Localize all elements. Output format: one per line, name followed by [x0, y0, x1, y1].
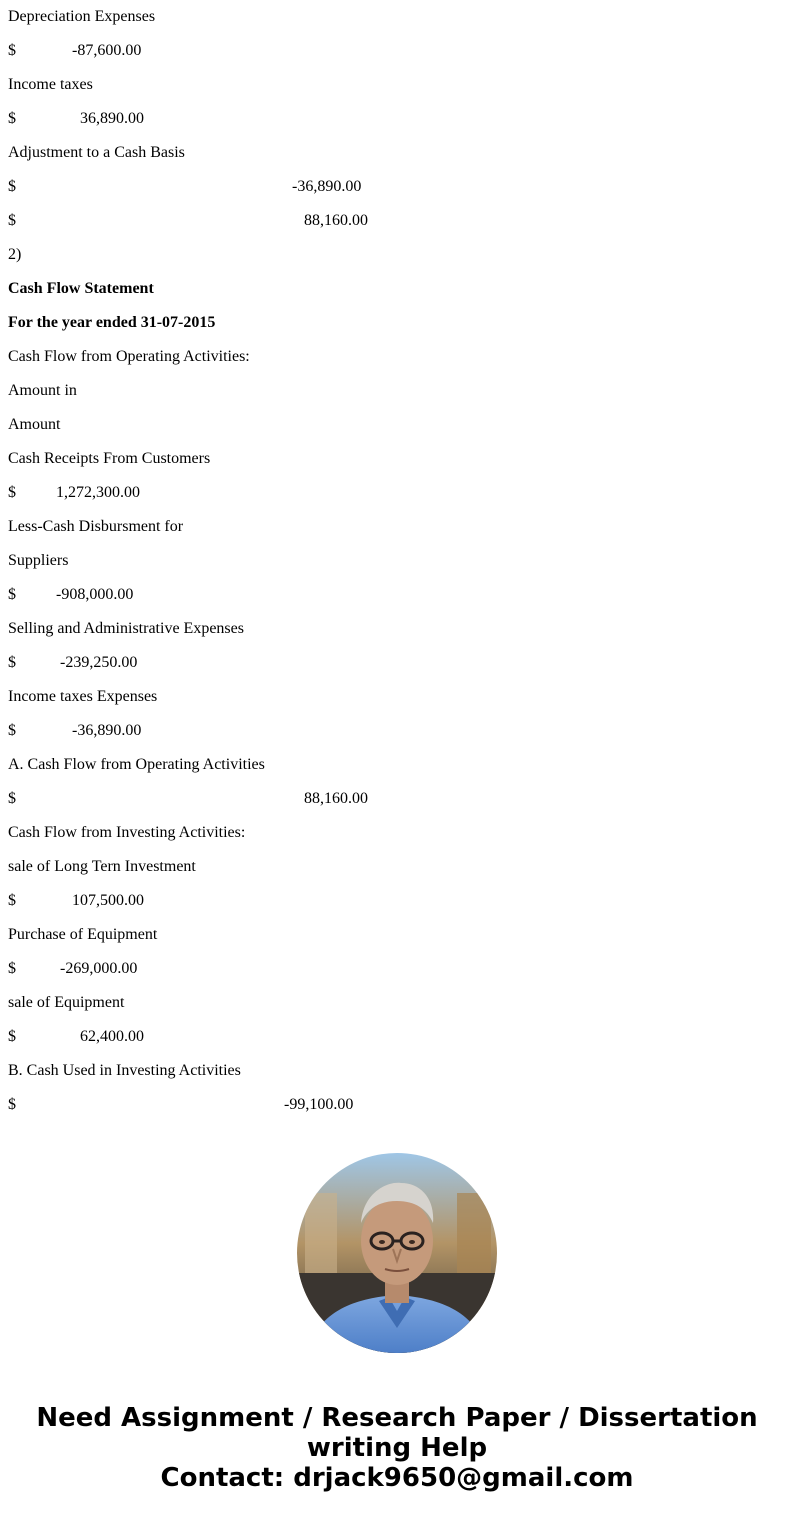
operating-activities-heading: [8, 340, 778, 374]
label-text: Cash Receipts From Customers: [8, 450, 211, 467]
document-body: [8, 0, 778, 1122]
label-text: Depreciation Expenses: [8, 8, 156, 25]
currency-symbol: $: [8, 1096, 16, 1113]
currency-symbol: $: [8, 178, 16, 195]
currency-symbol: $: [8, 212, 16, 229]
author-avatar: [297, 1153, 497, 1353]
label-text: B. Cash Used in Investing Activities: [8, 1062, 241, 1079]
line-sale-investment-amount: [8, 884, 778, 918]
heading-text: Cash Flow from Operating Activities:: [8, 348, 250, 365]
currency-symbol: $: [8, 484, 16, 501]
amount-value: -87,600.00: [72, 42, 142, 59]
line-depreciation-amount: [8, 34, 778, 68]
line-selling-admin-label: [8, 612, 778, 646]
amount-value: -239,250.00: [60, 654, 138, 671]
heading-text: Cash Flow from Investing Activities:: [8, 824, 246, 841]
amount-value: -269,000.00: [60, 960, 138, 977]
label-text: sale of Long Tern Investment: [8, 858, 196, 875]
currency-symbol: $: [8, 790, 16, 807]
label-text: Income taxes Expenses: [8, 688, 158, 705]
line-adjustment-amount: [8, 170, 778, 204]
currency-symbol: $: [8, 1028, 16, 1045]
amount-value: -36,890.00: [72, 722, 142, 739]
column-header-amount: [8, 408, 778, 442]
amount-value: 107,500.00: [72, 892, 144, 909]
line-adjustment-label: [8, 136, 778, 170]
label-text: Adjustment to a Cash Basis: [8, 144, 185, 161]
label-text: Purchase of Equipment: [8, 926, 158, 943]
currency-symbol: $: [8, 654, 16, 671]
label-text: Income taxes: [8, 76, 93, 93]
header-text: Amount in: [8, 382, 77, 399]
amount-value: 88,160.00: [304, 790, 368, 807]
line-income-tax-exp-amount: [8, 714, 778, 748]
line-suppliers-label: [8, 544, 778, 578]
amount-value: 88,160.00: [304, 212, 368, 229]
amount-value: 1,272,300.00: [56, 484, 140, 501]
amount-value: -99,100.00: [284, 1096, 354, 1113]
avatar-photo: [297, 1153, 497, 1353]
label-text: sale of Equipment: [8, 994, 125, 1011]
line-investing-total-amount: [8, 1088, 778, 1122]
line-income-taxes-amount: [8, 102, 778, 136]
subtitle-text: For the year ended 31-07-2015: [8, 314, 216, 331]
label-text: Less-Cash Disbursment for: [8, 518, 184, 535]
line-income-tax-exp-label: [8, 680, 778, 714]
amount-value: -908,000.00: [56, 586, 134, 603]
line-depreciation-label: [8, 0, 778, 34]
promo-banner: [0, 1403, 794, 1493]
line-sale-equipment-amount: [8, 1020, 778, 1054]
currency-symbol: $: [8, 110, 16, 127]
label-text: A. Cash Flow from Operating Activities: [8, 756, 265, 773]
promo-line-2: writing Help: [306, 1433, 488, 1463]
line-less-disbursment-label: [8, 510, 778, 544]
statement-subtitle: [8, 306, 778, 340]
label-text: Suppliers: [8, 552, 69, 569]
amount-value: 36,890.00: [80, 110, 144, 127]
line-suppliers-amount: [8, 578, 778, 612]
line-selling-admin-amount: [8, 646, 778, 680]
line-purchase-equipment-label: [8, 918, 778, 952]
line-purchase-equipment-amount: [8, 952, 778, 986]
label-text: Selling and Administrative Expenses: [8, 620, 244, 637]
column-header-amount-in: [8, 374, 778, 408]
section-number: 2): [8, 246, 22, 263]
currency-symbol: $: [8, 722, 16, 739]
promo-line-1: Need Assignment / Research Paper / Dissertation: [36, 1403, 758, 1433]
line-net-total-amount: [8, 204, 778, 238]
currency-symbol: $: [8, 586, 16, 603]
line-section-number: [8, 238, 778, 272]
currency-symbol: $: [8, 960, 16, 977]
investing-activities-heading: [8, 816, 778, 850]
line-sale-investment-label: [8, 850, 778, 884]
line-cash-receipts-label: [8, 442, 778, 476]
line-income-taxes-label: [8, 68, 778, 102]
statement-title: [8, 272, 778, 306]
amount-value: -36,890.00: [292, 178, 362, 195]
currency-symbol: $: [8, 892, 16, 909]
header-text: Amount: [8, 416, 61, 433]
line-cash-receipts-amount: [8, 476, 778, 510]
line-operating-total-label: [8, 748, 778, 782]
line-sale-equipment-label: [8, 986, 778, 1020]
promo-contact: Contact: drjack9650@gmail.com: [160, 1463, 634, 1493]
line-investing-total-label: [8, 1054, 778, 1088]
line-operating-total-amount: [8, 782, 778, 816]
amount-value: 62,400.00: [80, 1028, 144, 1045]
title-text: Cash Flow Statement: [8, 280, 154, 297]
currency-symbol: $: [8, 42, 16, 59]
